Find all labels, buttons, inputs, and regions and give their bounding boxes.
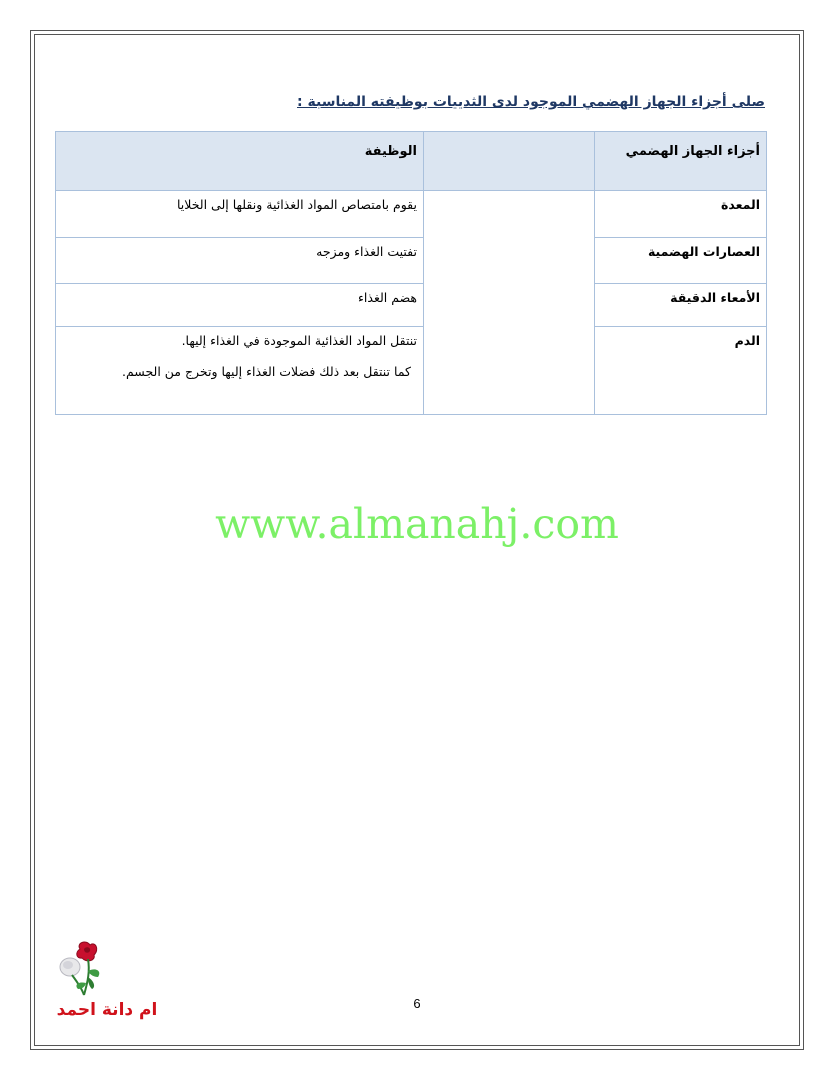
table-row: [56, 238, 767, 284]
logo-text: ام دانة احمد: [56, 1000, 158, 1020]
table-row: [56, 327, 767, 415]
page-number: 6: [413, 996, 421, 1011]
matching-table: [55, 131, 767, 415]
part-cell: العصارات الهضمية: [595, 238, 767, 284]
function-line-1: تنتقل المواد الغذائية الموجودة في الغذاء إليها.: [181, 333, 417, 348]
function-cell: يقوم بامتصاص المواد الغذائية ونقلها إلى الخلايا: [56, 191, 424, 238]
header-function: الوظيفة: [56, 132, 424, 191]
header-gap: [424, 132, 595, 191]
table-row: [56, 191, 767, 238]
table-header-row: [56, 132, 767, 191]
matching-gap-cell: [424, 191, 595, 415]
header-part: أجزاء الجهاز الهضمي: [595, 132, 767, 191]
part-cell: الأمعاء الدقيقة: [595, 284, 767, 327]
function-cell: تفتيت الغذاء ومزجه: [56, 238, 424, 284]
part-cell: الدم: [595, 327, 767, 415]
table-row: [56, 284, 767, 327]
worksheet-heading: صلى أجزاء الجهاز الهضمي الموجود لدى الثدييات بوظيفته المناسبة :: [297, 94, 765, 110]
function-cell-multiline: [56, 327, 424, 415]
part-cell: المعدة: [595, 191, 767, 238]
function-cell: هضم الغذاء: [56, 284, 424, 327]
function-line-2: كما تنتقل بعد ذلك فضلات الغذاء إليها وتخرج من الجسم.: [122, 364, 411, 379]
watermark: www.almanahj.com: [215, 500, 619, 548]
